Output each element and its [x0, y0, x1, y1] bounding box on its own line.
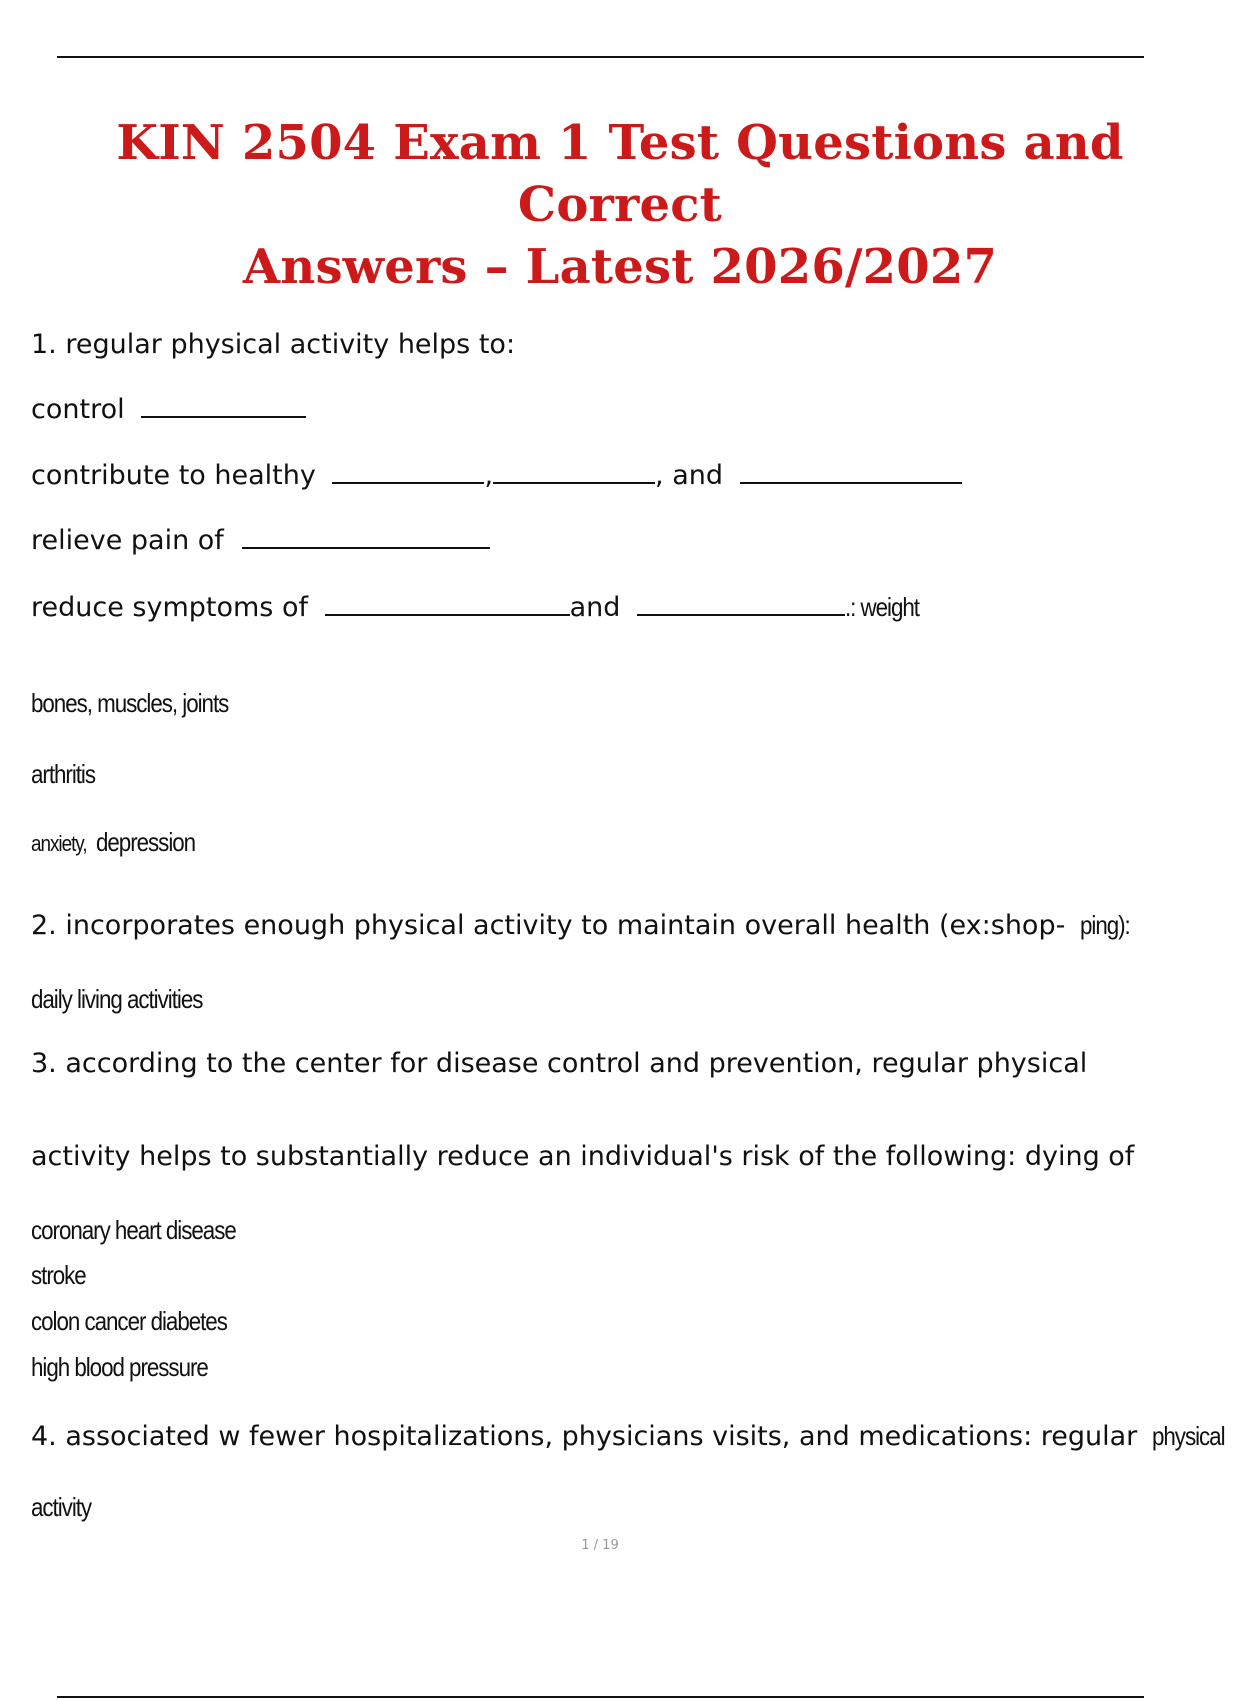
question-2-prompt: 2. incorporates enough physical activity to maintain overall health (ex:shop-: [31, 910, 1066, 941]
q1-blank-1: [332, 458, 484, 484]
question-2-prompt-row: [31, 908, 1138, 943]
q1-blank-2: [493, 458, 655, 484]
question-4-prompt: 4. associated w fewer hospitalizations, physicians visits, and medications: regular: [31, 1421, 1138, 1452]
q3-answer-1: coronary heart disease: [31, 1215, 236, 1245]
q1-contribute-label: contribute to healthy: [31, 460, 316, 491]
q1-contribute-row: [31, 458, 962, 493]
q1-answer-2: arthritis: [31, 759, 96, 789]
q1-answer-3: anxiety,: [31, 831, 87, 856]
q4-answer: activity: [31, 1492, 92, 1522]
question-4-prompt-tail: physical: [1151, 1421, 1225, 1451]
q1-answer-1: bones, muscles, joints: [31, 688, 229, 718]
q1-answer-lead: .: weight: [844, 592, 919, 622]
question-1-prompt: 1. regular physical activity helps to:: [31, 329, 516, 360]
q1-and-label: and: [672, 460, 724, 491]
q1-control-blank: [141, 392, 306, 418]
question-4-prompt-row: [31, 1419, 1236, 1454]
q1-answer-4: depression: [96, 827, 196, 857]
q3-answer-3: colon cancer diabetes: [31, 1306, 227, 1336]
q1-comma-2: ,: [655, 460, 664, 491]
question-3-prompt-line-2: activity helps to substantially reduce an individual's risk of the following: dying of: [31, 1141, 1135, 1172]
q1-reduce-blank-1: [325, 590, 570, 616]
q1-relieve-row: [31, 523, 490, 558]
q3-answer-2: stroke: [31, 1260, 86, 1290]
bottom-rule: [57, 1696, 1144, 1698]
q1-and2-label: and: [569, 592, 621, 623]
top-rule: [57, 56, 1144, 58]
q1-relieve-label: relieve pain of: [31, 525, 224, 556]
q1-answer-3-row: [31, 825, 211, 861]
question-2-prompt-tail: ping):: [1079, 910, 1130, 940]
q1-reduce-row: [31, 590, 931, 625]
q3-answer-4: high blood pressure: [31, 1352, 208, 1382]
question-3-prompt-line-1: 3. according to the center for disease control and prevention, regular physical: [31, 1048, 1088, 1079]
q1-comma-1: ,: [484, 460, 494, 491]
title-line-1: KIN 2504 Exam 1 Test Questions and Correct: [116, 115, 1124, 233]
q1-relieve-blank: [242, 523, 490, 549]
q1-control-row: [31, 392, 306, 427]
q1-blank-3: [740, 458, 962, 484]
q1-reduce-label: reduce symptoms of: [31, 592, 308, 623]
q1-control-label: control: [31, 394, 125, 425]
page-number: 1 / 19: [581, 1538, 619, 1553]
title-line-2: Answers – Latest 2026/2027: [242, 239, 998, 295]
q2-answer: daily living activities: [31, 984, 203, 1014]
q1-reduce-blank-2: [637, 590, 845, 616]
document-title: [40, 112, 1200, 298]
